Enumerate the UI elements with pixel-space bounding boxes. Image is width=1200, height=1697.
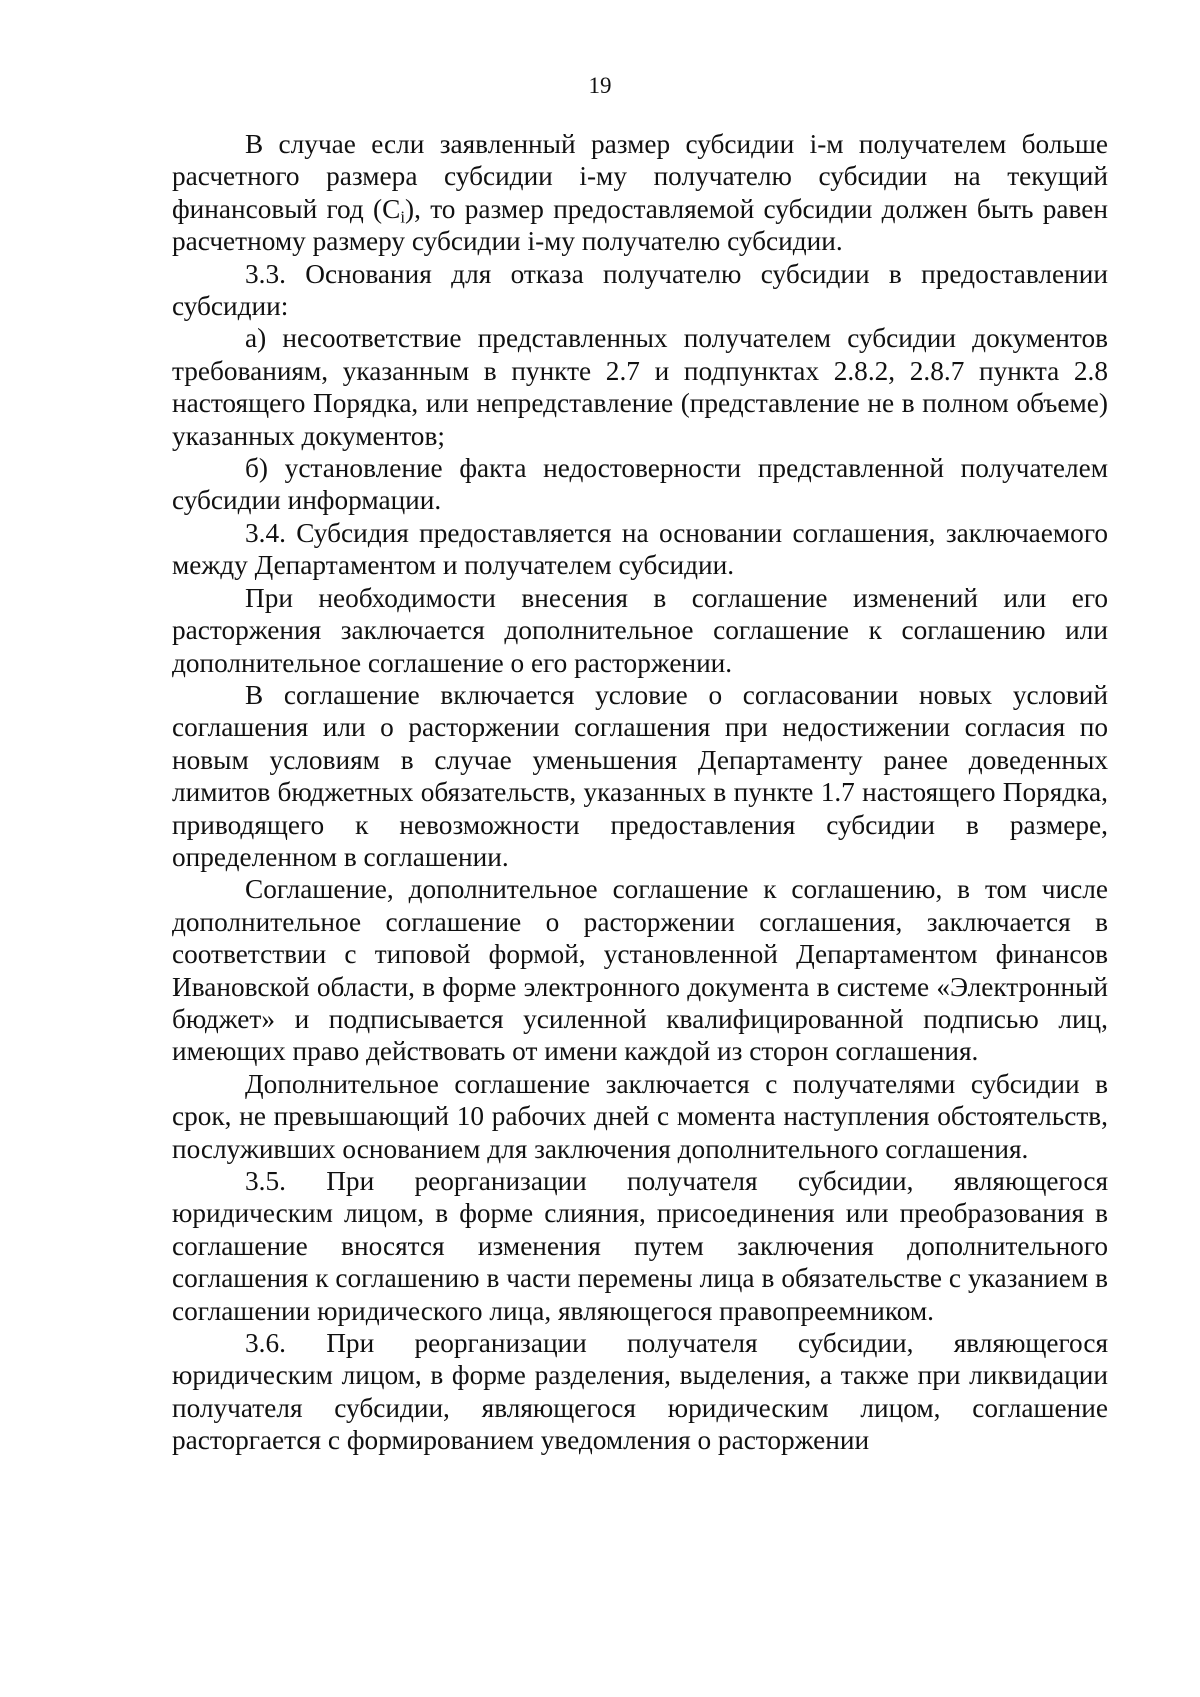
paragraph-3-3-a: а) несоответствие представленных получателем субсидии документов требованиям, указанным в пункте 2.7 и подпунктах 2.8.2, 2.8.7 пункта 2.8 настоящего Порядка, или непредставление (представление не в полном объеме) указанных документов; xyxy=(172,323,1108,451)
page-number: 19 xyxy=(588,73,612,98)
paragraph-text: В случае если заявленный размер субсидии i-м получателем больше расчетного размера субсидии i-му получателю субсидии на текущий финансовый год (C xyxy=(172,129,1108,224)
paragraph-additional-agreement: При необходимости внесения в соглашение изменений или его расторжения заключается дополнительное соглашение к соглашению или дополнительное соглашение о его расторжении. xyxy=(172,582,1108,678)
paragraph-3-3-b: б) установление факта недостоверности представленной получателем субсидии информации. xyxy=(172,453,1108,516)
paragraph-standard-form: Соглашение, дополнительное соглашение к соглашению, в том числе дополнительное соглашение о расторжении соглашения, заключается в соответствии с типовой формой, установленной Департаментом финансов Ивановской области, в форме электронного документа в системе «Электронный бюджет» и подписывается усиленной квалифицированной подписью лиц, имеющих право действовать от имени каждой из сторон соглашения. xyxy=(172,874,1108,1067)
paragraph-3-6: 3.6. При реорганизации получателя субсидии, являющегося юридическим лицом, в форме разделения, выделения, а также при ликвидации получателя субсидии, являющегося юридическим лицом, соглашение расторгается с формированием уведомления о расторжении xyxy=(172,1328,1108,1456)
paragraph-3-5: 3.5. При реорганизации получателя субсидии, являющегося юридическим лицом, в форме слияния, присоединения или преобразования в соглашение вносятся изменения путем заключения дополнительного соглашения к соглашению в части перемены лица в обязательстве с указанием в соглашении юридического лица, являющегося правопреемником. xyxy=(172,1166,1108,1326)
subscript-i: i xyxy=(400,207,406,227)
paragraph-3-3: 3.3. Основания для отказа получателю субсидии в предоставлении субсидии: xyxy=(172,258,1108,322)
paragraph-3-4: 3.4. Субсидия предоставляется на основании соглашения, заключаемого между Департаментом и получателем субсидии. xyxy=(172,517,1108,581)
paragraph-agreement-conditions: В соглашение включается условие о согласовании новых условий соглашения или о расторжении соглашения при недостижении согласия по новым условиям в случае уменьшения Департаменту ранее доведенных лимитов бюджетных обязательств, указанных в пункте 1.7 настоящего Порядка, приводящего к невозможности предоставления субсидии в размере, определенном в соглашении. xyxy=(172,679,1108,872)
paragraph-text: ), то размер предоставляемой субсидии должен быть равен расчетному размеру субсидии i-му получателю субсидии. xyxy=(172,193,1108,257)
document-body xyxy=(172,128,1108,1457)
paragraph-deadline: Дополнительное соглашение заключается с получателями субсидии в срок, не превышающий 10 рабочих дней с момента наступления обстоятельств, послуживших основанием для заключения дополнительного соглашения. xyxy=(172,1068,1108,1164)
paragraph-subsidy-size xyxy=(172,128,1108,258)
